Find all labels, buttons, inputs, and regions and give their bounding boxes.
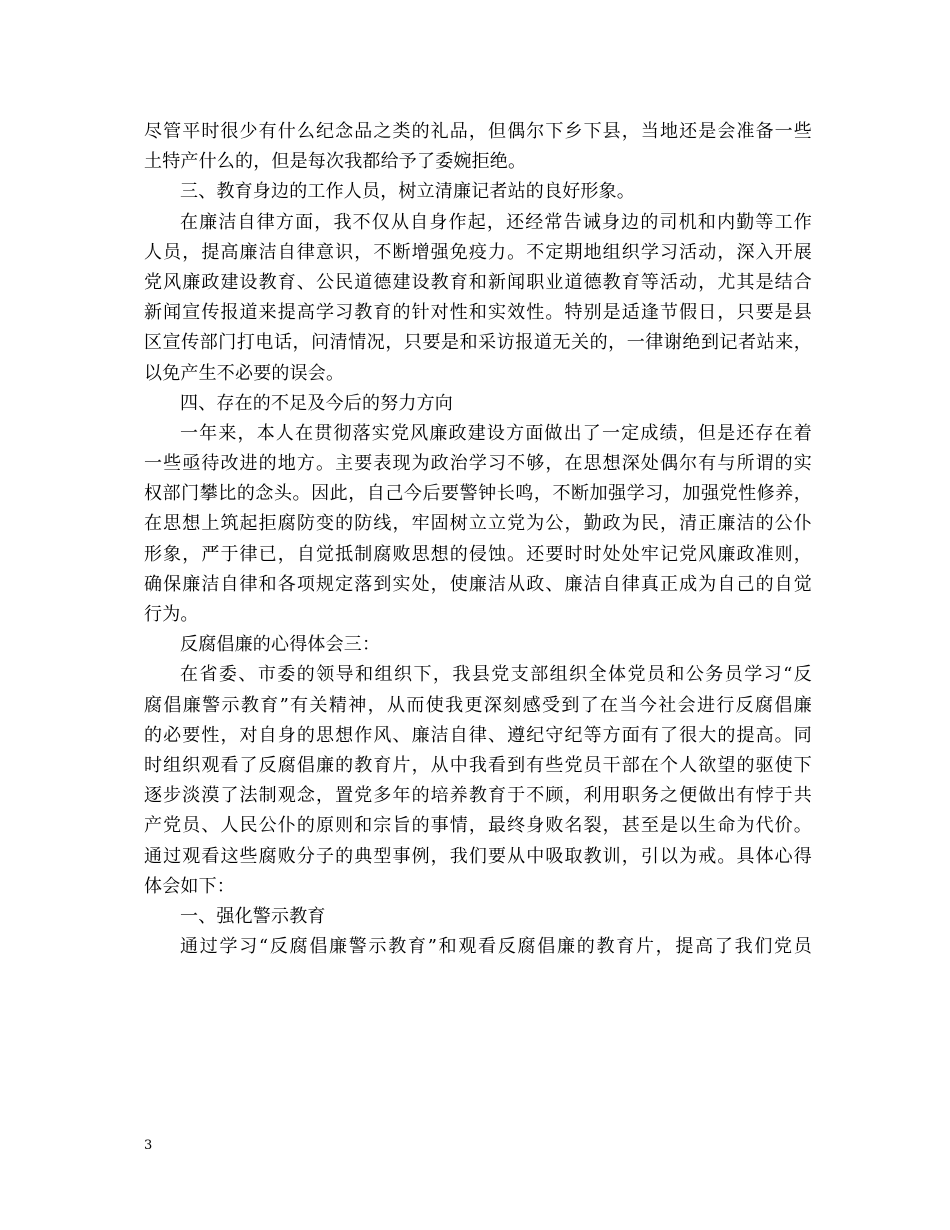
text-line: 腐倡廉警示教育”有关精神，从而使我更深刻感受到了在当今社会进行反腐倡廉 (144, 694, 812, 716)
text-line: 确保廉洁自律和各项规定落到实处，使廉洁从政、廉洁自律真正成为自己的自觉 (144, 573, 812, 595)
text-line: 体会如下： (144, 875, 235, 897)
text-line: 党风廉政建设教育、公民道德建设教育和新闻职业道德教育等活动，尤其是结合 (144, 271, 812, 293)
text-line: 人员，提高廉洁自律意识，不断增强免疫力。不定期地组织学习活动，深入开展 (144, 241, 812, 263)
text-line: 的必要性，对自身的思想作风、廉洁自律、遵纪守纪等方面有了很大的提高。同 (144, 724, 812, 746)
text-line: 一年来，本人在贯彻落实党风廉政建设方面做出了一定成绩，但是还存在着 (180, 422, 812, 444)
text-line: 形象，严于律已，自觉抵制腐败思想的侵蚀。还要时时处处牢记党风廉政准则， (144, 543, 812, 565)
text-line: 在思想上筑起拒腐防变的防线，牢固树立立党为公，勤政为民，清正廉洁的公仆 (144, 513, 812, 535)
page-number: 3 (144, 1138, 153, 1153)
text-line: 新闻宣传报道来提高学习教育的针对性和实效性。特别是适逢节假日，只要是县 (144, 302, 812, 324)
text-line: 时组织观看了反腐倡廉的教育片，从中我看到有些党员干部在个人欲望的驱使下 (144, 754, 812, 776)
text-line: 以免产生不必要的误会。 (144, 362, 345, 384)
text-line: 一、强化警示教育 (180, 905, 326, 927)
text-line: 通过学习“反腐倡廉警示教育”和观看反腐倡廉的教育片，提高了我们党员 (180, 936, 812, 958)
text-line: 通过观看这些腐败分子的典型事例，我们要从中吸取教训，引以为戒。具体心得 (144, 845, 812, 867)
text-line: 三、教育身边的工作人员，树立清廉记者站的良好形象。 (180, 181, 635, 203)
document-body (144, 117, 812, 962)
text-line: 反腐倡廉的心得体会三： (180, 634, 381, 656)
text-line: 在廉洁自律方面，我不仅从自身作起，还经常告诫身边的司机和内勤等工作 (180, 211, 812, 233)
text-line: 一些亟待改进的地方。主要表现为政治学习不够，在思想深处偶尔有与所谓的实 (144, 453, 812, 475)
text-line: 产党员、人民公仆的原则和宗旨的事情，最终身败名裂，甚至是以生命为代价。 (144, 815, 812, 837)
text-line: 四、存在的不足及今后的努力方向 (180, 392, 453, 414)
text-line: 区宣传部门打电话，问清情况，只要是和采访报道无关的，一律谢绝到记者站来， (144, 332, 812, 354)
text-line: 尽管平时很少有什么纪念品之类的礼品，但偶尔下乡下县，当地还是会准备一些 (144, 121, 812, 142)
text-line: 在省委、市委的领导和组织下，我县党支部组织全体党员和公务员学习“反 (180, 664, 812, 686)
text-line: 权部门攀比的念头。因此，自己今后要警钟长鸣，不断加强学习，加强党性修养， (144, 483, 812, 505)
text-line: 行为。 (144, 604, 199, 625)
text-line: 土特产什么的，但是每次我都给予了委婉拒绝。 (144, 151, 527, 173)
text-line: 逐步淡漠了法制观念，置党多年的培养教育于不顾，利用职务之便做出有悖于共 (144, 785, 812, 807)
